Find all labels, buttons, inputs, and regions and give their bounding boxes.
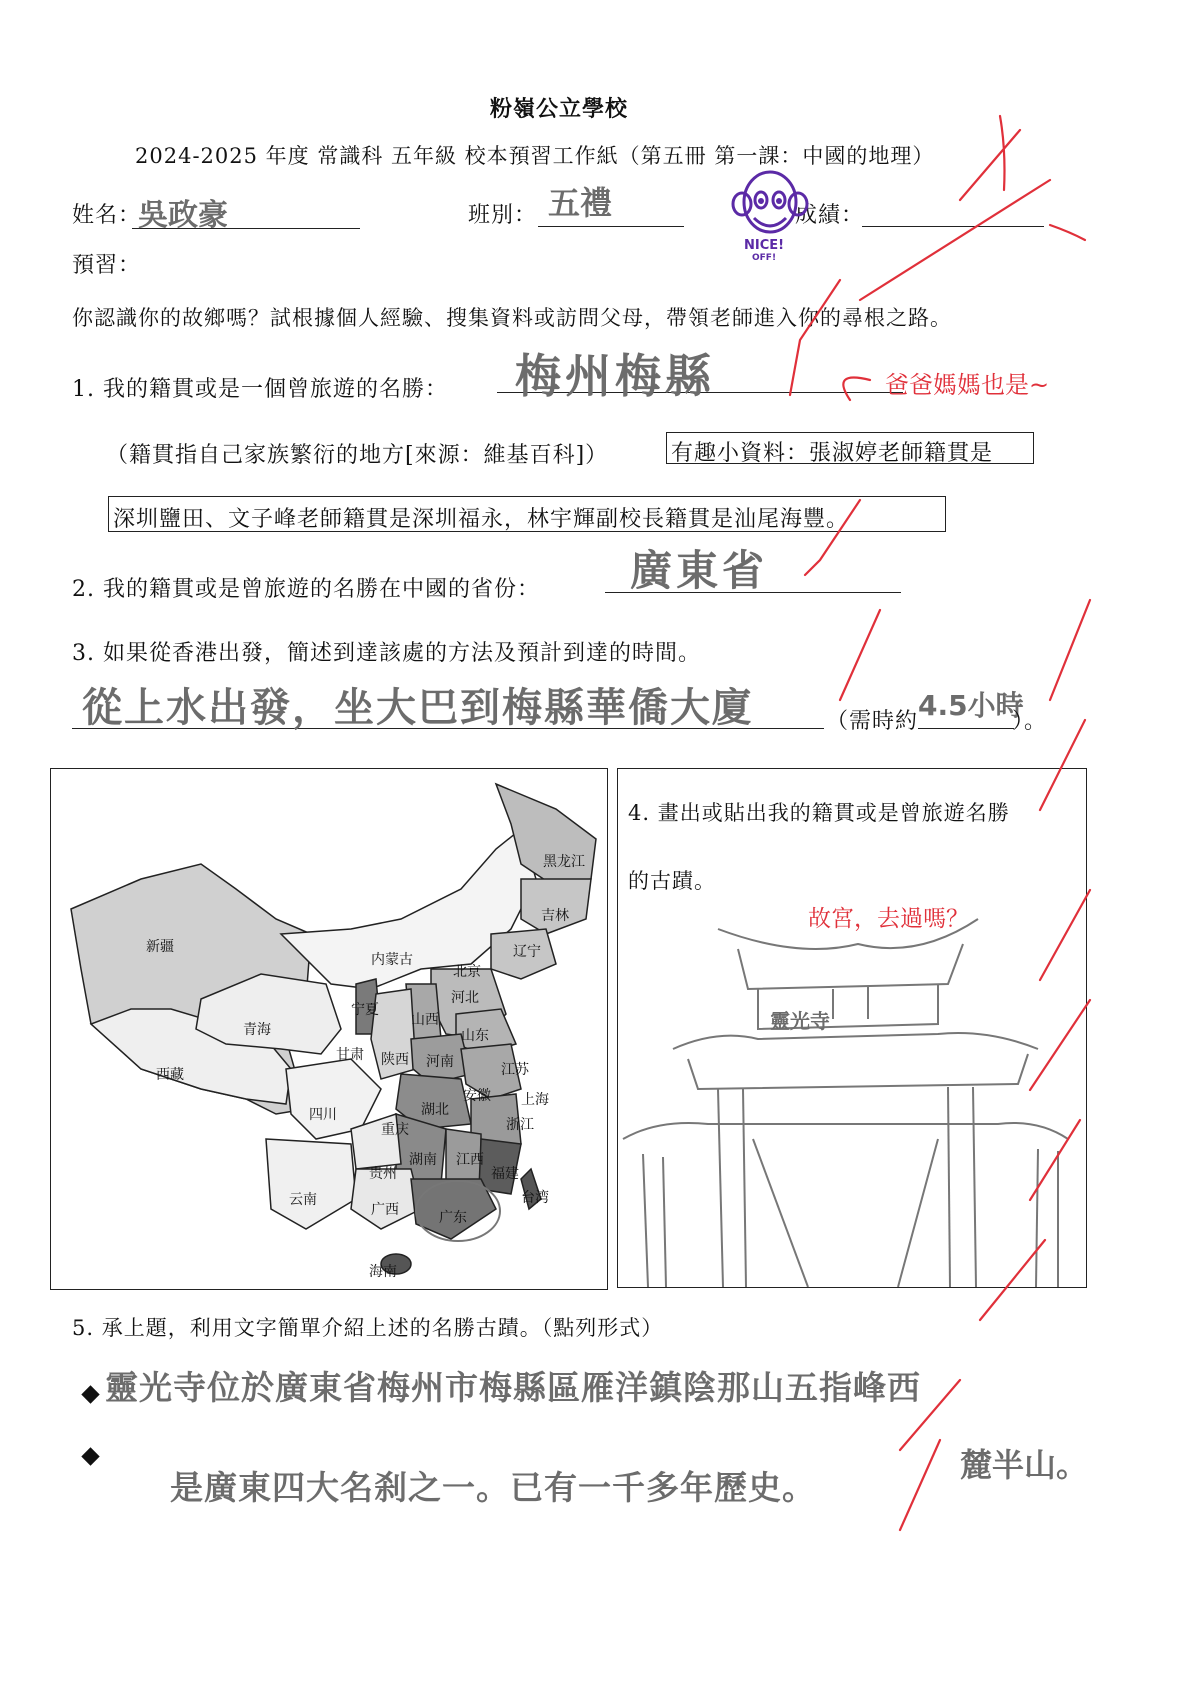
map-province-label: 湖北 (421, 1102, 449, 1118)
map-province-label: 河南 (426, 1054, 454, 1070)
map-province-label: 湖南 (409, 1152, 437, 1168)
sticker-sub: OFF! (752, 253, 777, 263)
map-province-label: 四川 (309, 1107, 337, 1123)
map-province-label: 台湾 (521, 1190, 549, 1206)
name-value: 吳政豪 (138, 198, 228, 233)
fact-box-2-text: 深圳鹽田、文子峰老師籍貫是深圳福永，林宇輝副校長籍貫是汕尾海豐。 (113, 507, 850, 532)
map-province-label: 青海 (243, 1022, 271, 1038)
fact-box-1-text: 有趣小資料：張淑婷老師籍貫是 (671, 441, 994, 466)
teacher-comment-q1: 爸爸媽媽也是~ (885, 371, 1050, 399)
teacher-comment-q4: 故宮，去過嗎？ (808, 906, 969, 932)
map-province-label: 黑龙江 (543, 854, 585, 870)
q3-time-prefix: （需時約 (826, 709, 919, 734)
map-province-label: 西藏 (156, 1067, 184, 1083)
q2-label: 2. 我的籍貫或是曾旅遊的名勝在中國的省份： (72, 577, 540, 602)
preview-label: 預習： (72, 253, 142, 278)
map-province-label: 云南 (289, 1192, 317, 1208)
map-province-label: 浙江 (506, 1117, 534, 1133)
map-province-label: 河北 (451, 990, 479, 1006)
map-province-label: 山东 (461, 1028, 489, 1044)
map-province-label: 海南 (369, 1264, 397, 1280)
q1-label: 1. 我的籍貫或是一個曾旅遊的名勝： (72, 377, 448, 402)
map-province-label: 北京 (453, 964, 481, 980)
map-province-label: 江西 (456, 1152, 484, 1168)
score-label: 成績： (795, 203, 865, 228)
class-value: 五禮 (548, 184, 613, 222)
map-province-label: 贵州 (369, 1166, 397, 1182)
map-province-label: 新疆 (146, 939, 174, 955)
q2-answer: 廣東省 (630, 546, 769, 595)
q1-note: （籍貫指自己家族繁衍的地方[來源：維基百科]） (106, 443, 609, 468)
q5-label: 5. 承上題，利用文字簡單介紹上述的名勝古蹟。（點列形式） (72, 1316, 664, 1340)
sticker-text: NICE! (744, 238, 785, 253)
map-province-label: 重庆 (381, 1122, 409, 1138)
map-province-label: 宁夏 (351, 1002, 379, 1018)
map-province-label: 山西 (411, 1012, 439, 1028)
map-province-label: 陕西 (381, 1052, 409, 1068)
map-province-label: 吉林 (541, 908, 569, 924)
q3-answer: 從上水出發，坐大巴到梅縣華僑大廈 (82, 685, 754, 731)
q3-time-suffix: ）。 (1012, 709, 1048, 734)
map-province-label: 内蒙古 (371, 952, 413, 968)
q4-label-2: 的古蹟。 (628, 869, 716, 893)
name-label: 姓名： (72, 203, 142, 228)
class-label: 班別： (468, 203, 538, 228)
worksheet-subtitle: 2024-2025 年度 常識科 五年級 校本預習工作紙（第五冊 第一課：中國的地理） (135, 144, 935, 168)
map-province-label: 辽宁 (513, 944, 541, 960)
map-province-label: 上海 (521, 1092, 549, 1108)
map-province-label: 甘肃 (336, 1047, 364, 1063)
map-province-label: 江苏 (501, 1062, 529, 1078)
school-name: 粉嶺公立學校 (490, 96, 629, 122)
q5-bullet-1: 靈光寺位於廣東省梅州市梅縣區雁洋鎮陰那山五指峰西 (105, 1368, 921, 1407)
q5-bullet-1-cont: 麓半山。 (960, 1446, 1089, 1484)
q3-time-value: 4.5小時 (918, 689, 1024, 722)
intro-text: 你認識你的故鄉嗎？試根據個人經驗、搜集資料或訪問父母，帶領老師進入你的尋根之路。 (72, 306, 952, 330)
map-province-label: 广东 (439, 1210, 467, 1226)
q3-label: 3. 如果從香港出發，簡述到達該處的方法及預計到達的時間。 (72, 641, 701, 666)
drawing-sign: 靈光寺 (770, 1009, 830, 1033)
map-province-label: 广西 (371, 1202, 399, 1218)
q1-answer: 梅州梅縣 (515, 349, 715, 403)
map-province-label: 安徽 (463, 1088, 491, 1104)
map-province-label: 福建 (491, 1166, 519, 1182)
q4-label-1: 4. 畫出或貼出我的籍貫或是曾旅遊名勝 (628, 801, 1010, 825)
q5-bullet-2: 是廣東四大名刹之一。已有一千多年歷史。 (170, 1468, 816, 1507)
